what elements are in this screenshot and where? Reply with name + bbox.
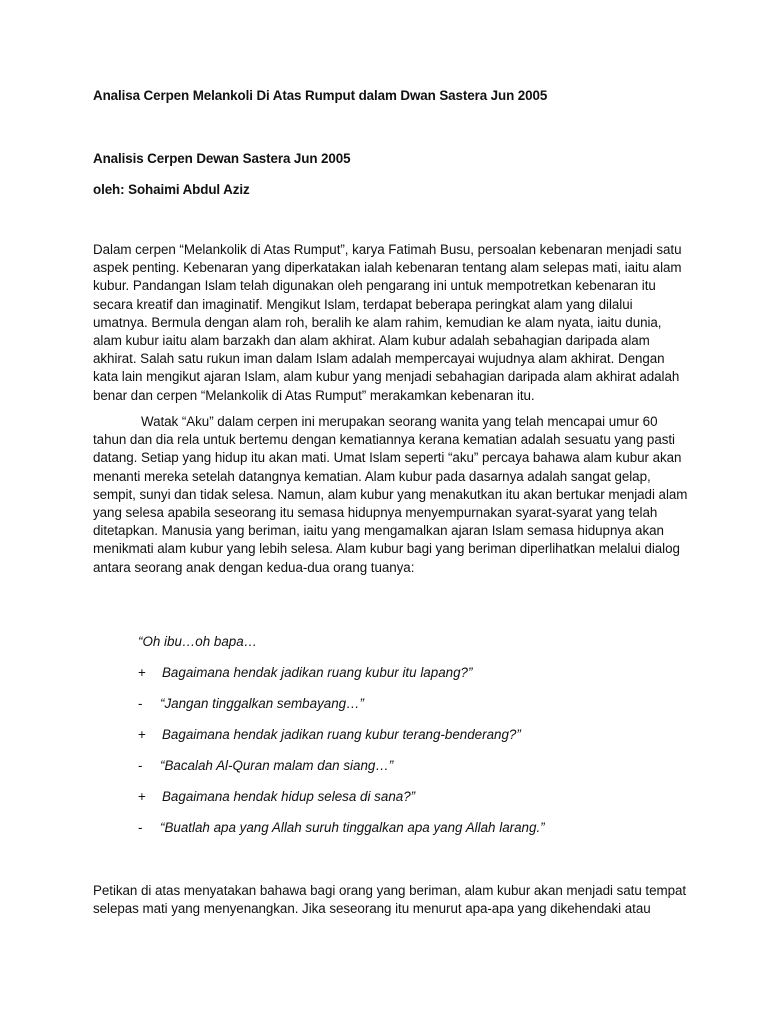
paragraph-2 xyxy=(93,413,688,577)
paragraph-line: kata lain mengikut ajaran Islam, alam kubur yang menjadi sebahagian daripada alam akhirat adalah xyxy=(93,369,680,385)
paragraph-line: umatnya. Bermula dengan alam roh, beralih ke alam rahim, kemudian ke alam nyata, iaitu dunia, xyxy=(93,314,662,330)
paragraph-line: kubur. Pandangan Islam telah digunakan oleh pengarang ini untuk mempotretkan kebenaran itu xyxy=(93,278,656,294)
dialog-marker: + xyxy=(138,665,146,680)
paragraph-line: Watak “Aku” dalam cerpen ini merupakan seorang wanita yang telah mencapai umur 60 xyxy=(141,414,658,429)
paragraph-line: yang selesa apabila seseorang itu semasa hidupnya menyempurnakan syarat-syarat yang telah xyxy=(93,505,658,521)
dialog-marker: + xyxy=(138,727,146,742)
dialog-line: “Bacalah Al-Quran malam dan siang…” xyxy=(160,758,394,773)
dialog-marker: - xyxy=(138,696,143,711)
paragraph-line: ditetapkan. Manusia yang beriman, iaitu yang mengamalkan ajaran Islam semasa hidupnya akan xyxy=(93,523,664,539)
document-title: Analisa Cerpen Melankoli Di Atas Rumput dalam Dwan Sastera Jun 2005 xyxy=(93,88,548,103)
paragraph-line: Dalam cerpen “Melankolik di Atas Rumput”, karya Fatimah Busu, persoalan kebenaran menjadi satu xyxy=(93,242,682,257)
dialog-marker: - xyxy=(138,820,143,835)
paragraph-line: Petikan di atas menyatakan bahawa bagi orang yang beriman, alam kubur akan menjadi satu tempat xyxy=(93,883,687,898)
dialog-line: “Buatlah apa yang Allah suruh tinggalkan apa yang Allah larang.” xyxy=(160,820,545,835)
dialog-line: Bagaimana hendak jadikan ruang kubur terang-benderang?” xyxy=(162,727,521,742)
dialog-opening: “Oh ibu…oh bapa… xyxy=(138,634,258,649)
paragraph-1 xyxy=(93,241,685,405)
document-subtitle: Analisis Cerpen Dewan Sastera Jun 2005 xyxy=(93,151,351,166)
document-author: oleh: Sohaimi Abdul Aziz xyxy=(93,182,250,197)
paragraph-line: tahun dan dia rela untuk bertemu dengan kematiannya kerana kematian adalah sesuatu yang pasti xyxy=(93,432,675,448)
paragraph-line: selepas mati yang menyenangkan. Jika seseorang itu menurut apa-apa yang dikehendaki atau xyxy=(93,901,651,917)
paragraph-line: secara kreatif dan imaginatif. Mengikut Islam, terdapat beberapa peringkat alam yang dilalui xyxy=(93,296,633,312)
dialog-marker: - xyxy=(138,758,143,773)
dialog-marker: + xyxy=(138,789,146,804)
paragraph-3 xyxy=(93,882,685,918)
paragraph-line: aspek penting. Kebenaran yang diperkatakan ialah kebenaran tentang alam selepas mati, iaitu alam xyxy=(93,260,682,276)
paragraph-line: sempit, sunyi dan tidak selesa. Namun, alam kubur yang menakutkan itu akan bertukar menjadi alam xyxy=(93,486,688,502)
paragraph-line: menanti mereka setelah datangnya kematian. Alam kubur pada dasarnya adalah sangat gelap, xyxy=(93,468,651,484)
paragraph-line: antara seorang anak dengan kedua-dua orang tuanya: xyxy=(93,559,415,575)
dialog-line: Bagaimana hendak jadikan ruang kubur itu lapang?” xyxy=(162,665,473,680)
paragraph-line: datang. Setiap yang hidup itu akan mati. Umat Islam seperti “aku” percaya bahawa alam kubur akan xyxy=(93,450,682,466)
dialog-line: Bagaimana hendak hidup selesa di sana?” xyxy=(162,789,416,804)
paragraph-line: menikmati alam kubur yang lebih selesa. Alam kubur bagi yang beriman diperlihatkan melalui dialog xyxy=(93,541,680,557)
dialog-line: “Jangan tinggalkan sembayang…” xyxy=(160,696,364,711)
paragraph-line: benar dan cerpen “Melankolik di Atas Rumput” merakamkan kebenaran itu. xyxy=(93,387,535,403)
paragraph-line: alam kubur iaitu alam barzakh dan alam akhirat. Alam kubur adalah sebahagian daripada alam xyxy=(93,333,650,349)
paragraph-line: akhirat. Salah satu rukun iman dalam Islam adalah mempercayai wujudnya alam akhirat. Dengan xyxy=(93,351,665,367)
